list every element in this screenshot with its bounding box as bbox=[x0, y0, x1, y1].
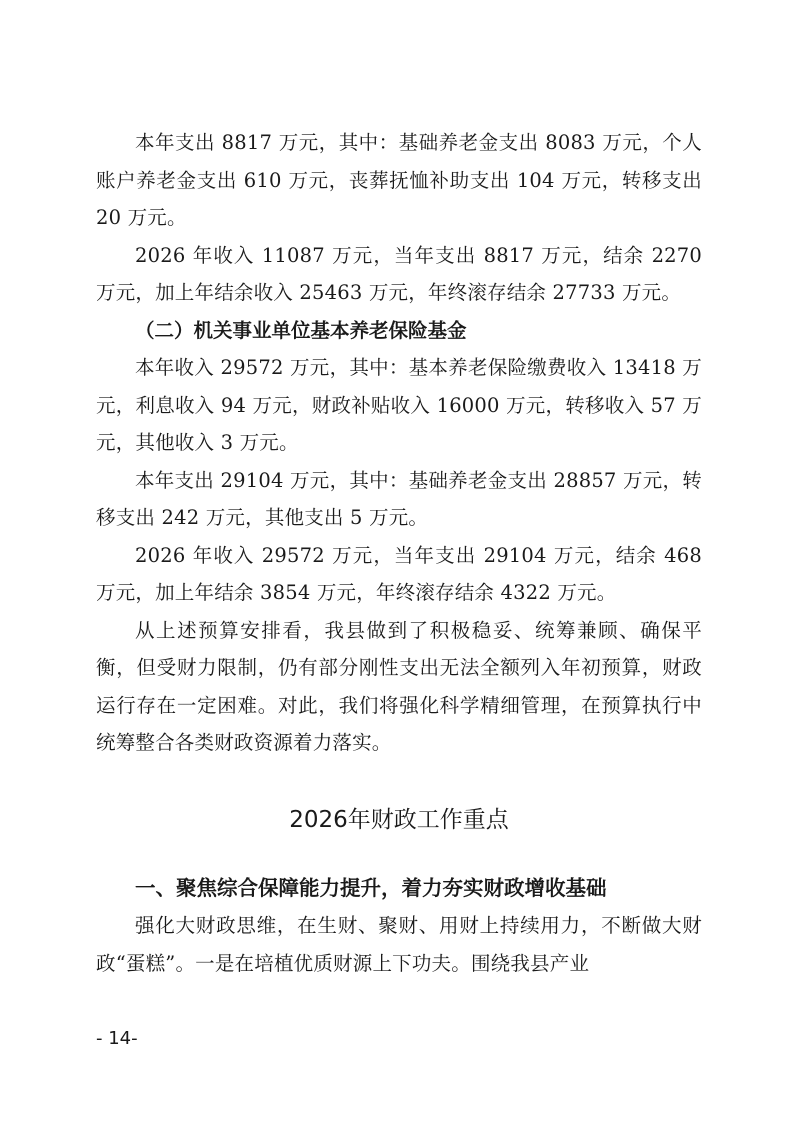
document-page bbox=[96, 0, 702, 1122]
paragraph-income-2: 本年收入 29572 万元，其中：基本养老保险缴费收入 13418 万元，利息收入 94 万元，财政补贴收入 16000 万元，转移收入 57 万元，其他收入 3 万元。 bbox=[96, 356, 702, 454]
paragraph-expenditure-1: 本年支出 8817 万元，其中：基础养老金支出 8083 万元，个人账户养老金支出 610 万元，丧葬抚恤补助支出 104 万元，转移支出 20 万元。 bbox=[96, 131, 702, 229]
paragraph-balance-1: 2026 年收入 11087 万元，当年支出 8817 万元，结余 2270 万元，加上年结余收入 25463 万元，年终滚存结余 27733 万元。 bbox=[96, 243, 702, 304]
page-title: 2026年财政工作重点 bbox=[289, 806, 509, 833]
paragraph-summary: 从上述预算安排看，我县做到了积极稳妥、统筹兼顾、确保平衡，但受财力限制，仍有部分刚性支出无法全额列入年初预算，财政运行存在一定困难。对此，我们将强化科学精细管理，在预算执行中统筹整合各类财政资源着力落实。 bbox=[96, 618, 702, 754]
paragraph-expenditure-2: 本年支出 29104 万元，其中：基础养老金支出 28857 万元，转移支出 242 万元，其他支出 5 万元。 bbox=[96, 468, 702, 529]
part-heading-1: 一、聚焦综合保障能力提升，着力夯实财政增收基础 bbox=[135, 875, 607, 900]
paragraph-balance-2: 2026 年收入 29572 万元，当年支出 29104 万元，结余 468 万元，加上年结余 3854 万元，年终滚存结余 4322 万元。 bbox=[96, 543, 702, 604]
spacer-before-title bbox=[96, 762, 702, 800]
spacer-after-title bbox=[96, 840, 702, 870]
page-number: - 14- bbox=[96, 1028, 138, 1049]
section-heading-2: （二）机关事业单位基本养老保险基金 bbox=[135, 318, 467, 342]
top-margin bbox=[96, 0, 702, 124]
paragraph-part-1: 强化大财政思维，在生财、聚财、用财上持续用力，不断做大财政“蛋糕”。一是在培植优质财源上下功夫。围绕我县产业 bbox=[96, 914, 702, 975]
